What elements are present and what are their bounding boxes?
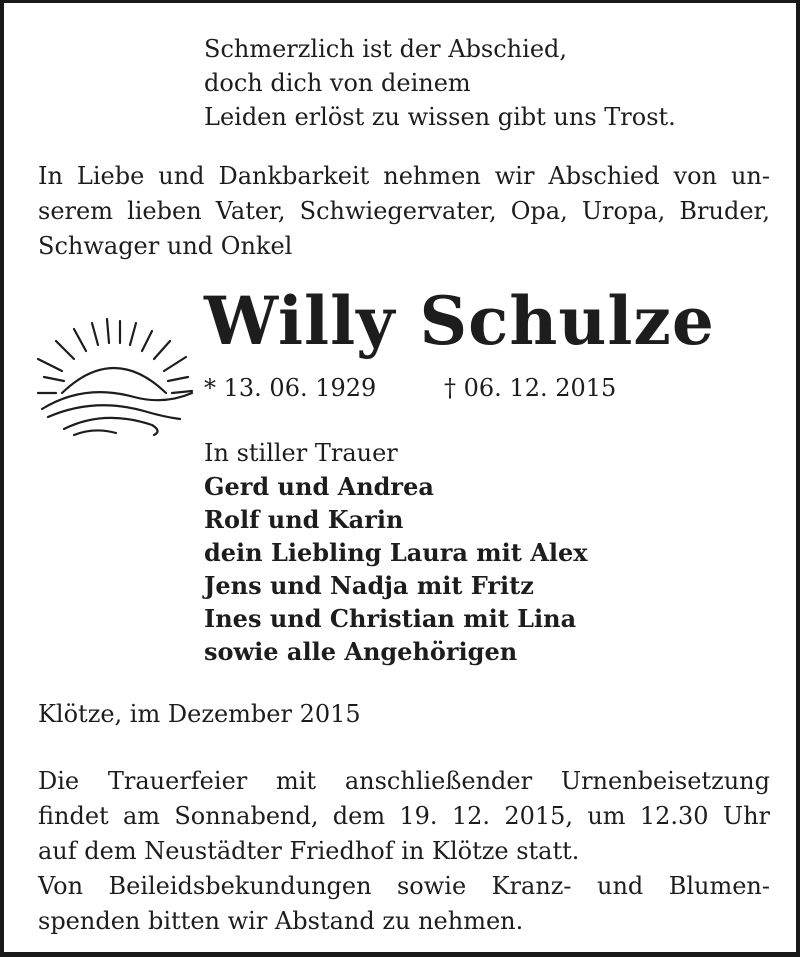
funeral-notice (38, 765, 770, 940)
farewell-intro (38, 160, 770, 265)
place-and-date: Klötze, im Dezember 2015 (38, 700, 361, 728)
mourners-list (204, 437, 588, 668)
mourner-name: sowie alle Angehörigen (204, 637, 518, 666)
birth-date: * 13. 06. 1929 (204, 374, 377, 402)
notice-line: auf dem Neustädter Friedhof in Klötze statt. (38, 837, 580, 865)
mourner-name: dein Liebling Laura mit Alex (204, 538, 588, 567)
notice-line: findet am Sonnabend, dem 19. 12. 2015, um 12.30 Uhr (38, 802, 770, 830)
death-date: † 06. 12. 2015 (444, 374, 617, 402)
mourner-name: Jens und Nadja mit Fritz (204, 571, 534, 600)
mourners-intro: In stiller Trauer (204, 439, 398, 467)
notice-line: Von Beileidsbekundungen sowie Kranz- und Blumen- (38, 872, 770, 900)
verse-line: Leiden erlöst zu wissen gibt uns Trost. (204, 103, 676, 131)
verse-line: Schmerzlich ist der Abschied, (204, 35, 568, 63)
notice-line: Die Trauerfeier mit anschließender Urnenbeisetzung (38, 767, 770, 795)
intro-line: In Liebe und Dankbarkeit nehmen wir Abschied von un- (38, 162, 770, 190)
memorial-verse (204, 33, 676, 135)
intro-line: serem lieben Vater, Schwiegervater, Opa, Uropa, Bruder, (38, 197, 770, 225)
notice-line: spenden bitten wir Abstand zu nehmen. (38, 907, 524, 935)
sunset-over-hills-icon (34, 313, 194, 443)
verse-line: doch dich von deinem (204, 69, 471, 97)
mourner-name: Ines und Christian mit Lina (204, 604, 577, 633)
intro-line: Schwager und Onkel (38, 232, 293, 260)
mourner-name: Gerd und Andrea (204, 472, 434, 501)
mourner-name: Rolf und Karin (204, 505, 404, 534)
deceased-name: Willy Schulze (204, 282, 715, 360)
